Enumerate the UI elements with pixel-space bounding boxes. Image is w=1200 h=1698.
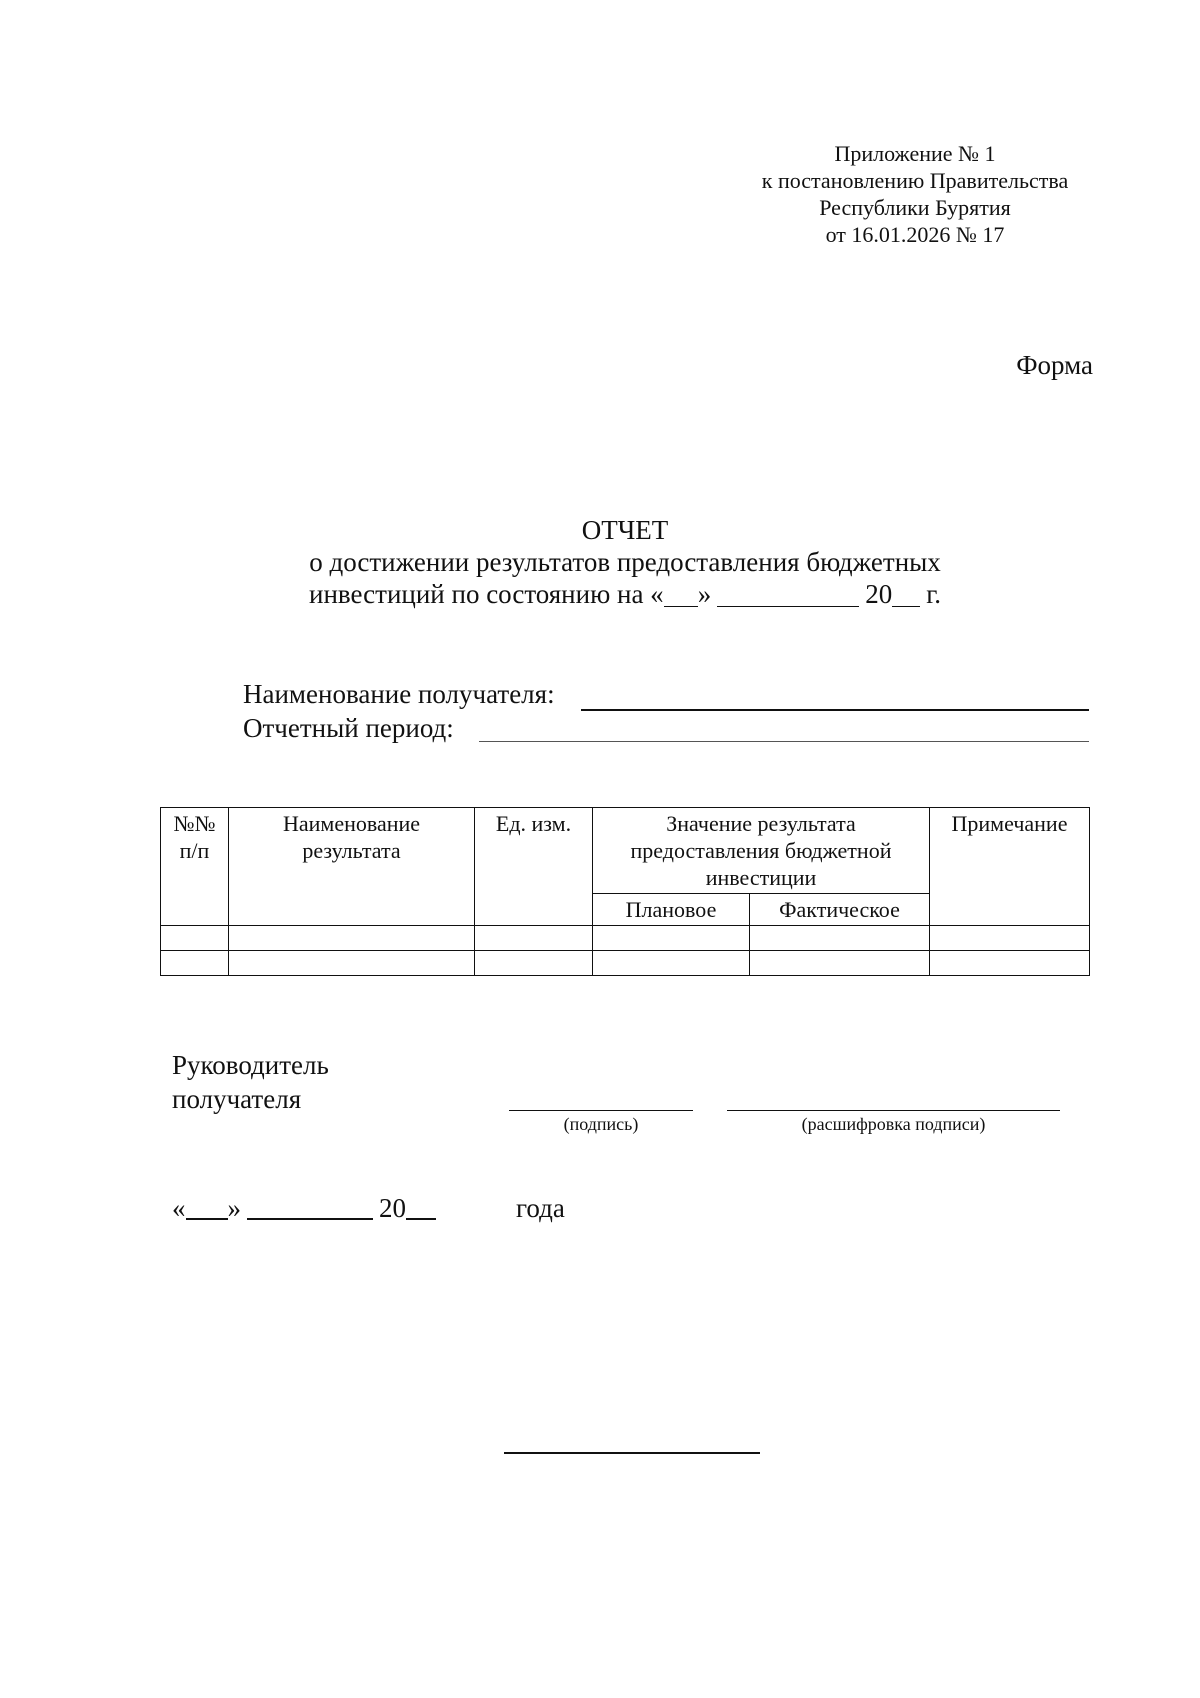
month-blank <box>717 605 859 607</box>
header-actual: Фактическое <box>750 894 930 926</box>
date-year-prefix: 20 <box>379 1193 406 1223</box>
date-close-quote: » <box>227 1193 241 1223</box>
title-date-close-quote: » <box>697 579 712 609</box>
table-row <box>161 951 1090 976</box>
table-cell <box>750 926 930 951</box>
header-planned: Плановое <box>593 894 750 926</box>
signatory-role-line-1: Руководитель <box>172 1050 329 1080</box>
signatory-role <box>172 1048 329 1116</box>
date-year-blank <box>406 1217 436 1220</box>
title-date-line <box>200 578 1050 610</box>
header-result-name: Наименование результата <box>229 808 475 926</box>
form-label: Форма <box>1016 350 1093 380</box>
date-day-blank <box>186 1217 228 1220</box>
header-num: №№ п/п <box>161 808 229 926</box>
end-rule <box>504 1452 760 1454</box>
header-unit: Ед. изм. <box>475 808 593 926</box>
table-cell <box>930 926 1090 951</box>
table-cell <box>930 951 1090 976</box>
table-cell <box>593 926 750 951</box>
header-value: Значение результата предоставления бюджетной инвестиции <box>593 808 930 894</box>
table-cell <box>229 926 475 951</box>
appendix-line-2: к постановлению Правительства <box>761 168 1069 193</box>
title-date-prefix: инвестиций по состоянию на « <box>309 579 664 609</box>
table-cell <box>750 951 930 976</box>
header-note: Примечание <box>930 808 1090 926</box>
table-cell <box>161 951 229 976</box>
title-heading: ОТЧЕТ <box>581 515 669 545</box>
signature-date <box>172 1193 565 1224</box>
table-cell <box>229 951 475 976</box>
date-month-blank <box>247 1217 373 1220</box>
period-label: Отчетный период: <box>243 713 454 743</box>
date-year-word: года <box>516 1193 565 1223</box>
day-blank <box>664 605 698 607</box>
table-cell <box>593 951 750 976</box>
appendix-line-3: Республики Бурятия <box>819 195 1011 220</box>
table-cell <box>475 951 593 976</box>
table-cell <box>475 926 593 951</box>
title-year-prefix: 20 <box>865 579 893 609</box>
table-cell <box>161 926 229 951</box>
results-table <box>160 807 1090 976</box>
signature-decoding-line <box>727 1110 1060 1111</box>
date-open-quote: « <box>172 1193 186 1223</box>
signature-caption: (подпись) <box>563 1114 639 1134</box>
recipient-blank-line <box>581 709 1089 711</box>
year-blank <box>892 605 920 607</box>
period-blank-line <box>479 741 1089 742</box>
recipient-label: Наименование получателя: <box>243 679 555 709</box>
report-title <box>200 514 1050 610</box>
title-subtitle: о достижении результатов предоставления бюджетных <box>309 547 941 577</box>
table-row <box>161 926 1090 951</box>
signature-line <box>509 1110 693 1111</box>
appendix-line-1: Приложение № 1 <box>834 141 996 166</box>
signatory-role-line-2: получателя <box>172 1084 302 1114</box>
title-year-suffix: г. <box>926 579 941 609</box>
appendix-line-4: от 16.01.2026 № 17 <box>825 222 1005 247</box>
appendix-header <box>730 140 1100 248</box>
signature-decoding-caption: (расшифровка подписи) <box>801 1114 986 1134</box>
